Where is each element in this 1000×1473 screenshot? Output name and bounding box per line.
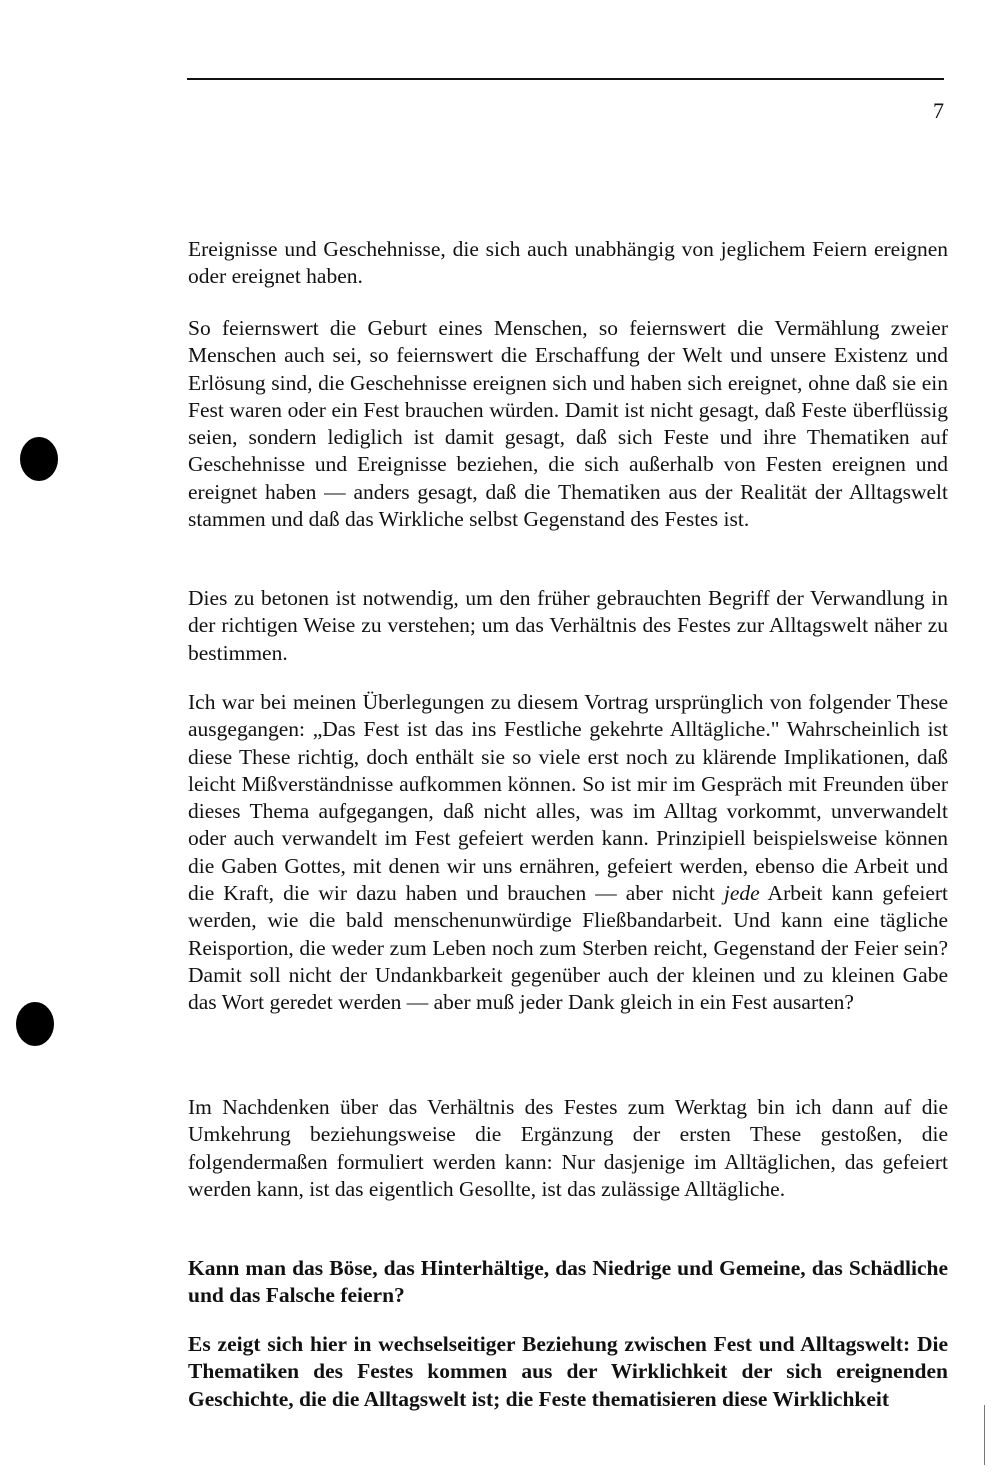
paragraph <box>188 689 948 1017</box>
punch-hole-mark <box>20 437 58 481</box>
scan-edge-mark <box>984 1405 985 1465</box>
paragraph-text: Arbeit kann gefeiert werden, wie die bald menschenunwürdige Fließbandarbeit. Und kann eine tägliche Reisportion, die weder zum Leben noch zum Sterben reicht, Gegenstand der Feier sein? Damit soll nicht der Undankbarkeit gegenüber auch der kleinen und zu kleinen Gabe das Wort geredet werden — aber muß jeder Dank gleich in ein Fest ausarten? <box>188 881 948 1015</box>
paragraph-bold: Kann man das Böse, das Hinterhältige, das Niedrige und Gemeine, das Schädliche und das Falsche feiern? <box>188 1256 948 1308</box>
paragraph-bold: Es zeigt sich hier in wechselseitiger Beziehung zwischen Fest und Alltagswelt: Die Thematiken des Festes kommen aus der Wirklichkeit der sich ereignenden Geschichte, die die Alltagswelt ist; die Feste thematisieren diese Wirklichkeit <box>188 1332 948 1411</box>
emphasized-word: jede <box>723 881 760 906</box>
paragraph: So feiernswert die Geburt eines Menschen, so feiernswert die Vermählung zweier Menschen auch sei, so feiernswert die Erschaffung der Welt und unsere Existenz und Erlösung sind, die Geschehnisse ereignen sich und haben sich ereignet, ohne daß sie ein Fest waren oder ein Fest brauchen würden. Damit ist nicht gesagt, daß Feste überflüssig seien, sondern lediglich ist damit gesagt, daß sich Feste und ihre Thematiken auf Geschehnisse und Ereignisse beziehen, die sich außerhalb von Festen ereignen und ereignet haben — anders gesagt, daß die Thematiken aus der Realität der Alltagswelt stammen und daß das Wirkliche selbst Gegenstand des Festes ist. <box>188 316 948 532</box>
punch-hole-mark <box>16 1002 54 1046</box>
header-rule <box>187 78 944 80</box>
page-number: 7 <box>933 98 944 123</box>
paragraph: Dies zu betonen ist notwendig, um den früher gebrauchten Begriff der Verwandlung in der richtigen Weise zu verstehen; um das Verhältnis des Festes zur Alltagswelt näher zu bestimmen. <box>188 586 948 665</box>
paragraph-text: Ich war bei meinen Überlegungen zu diesem Vortrag ursprünglich von folgender These ausgegangen: „Das Fest ist das ins Festliche gekehrte Alltägliche." Wahrscheinlich ist diese These richtig, doch enthält sie so viele erst noch zu klärende Implikationen, daß leicht Mißverständnisse aufkommen können. So ist mir im Gespräch mit Freunden über dieses Thema aufgegangen, daß nicht alles, was im Alltag vorkommt, unverwandelt oder auch verwandelt im Fest gefeiert werden kann. Prinzipiell beispielsweise können die Gaben Gottes, mit denen wir uns ernähren, gefeiert werden, ebenso die Arbeit und die Kraft, die wir dazu haben und brauchen — aber nicht <box>188 690 948 906</box>
paragraph: Ereignisse und Geschehnisse, die sich auch unabhängig von jeglichem Feiern ereignen oder ereignet haben. <box>188 237 948 289</box>
paragraph: Im Nachdenken über das Verhältnis des Festes zum Werktag bin ich dann auf die Umkehrung beziehungsweise die Ergänzung der ersten These gestoßen, die folgendermaßen formuliert werden kann: Nur dasjenige im Alltäglichen, das gefeiert werden kann, ist das eigentlich Gesollte, ist das zulässige Alltägliche. <box>188 1095 948 1201</box>
